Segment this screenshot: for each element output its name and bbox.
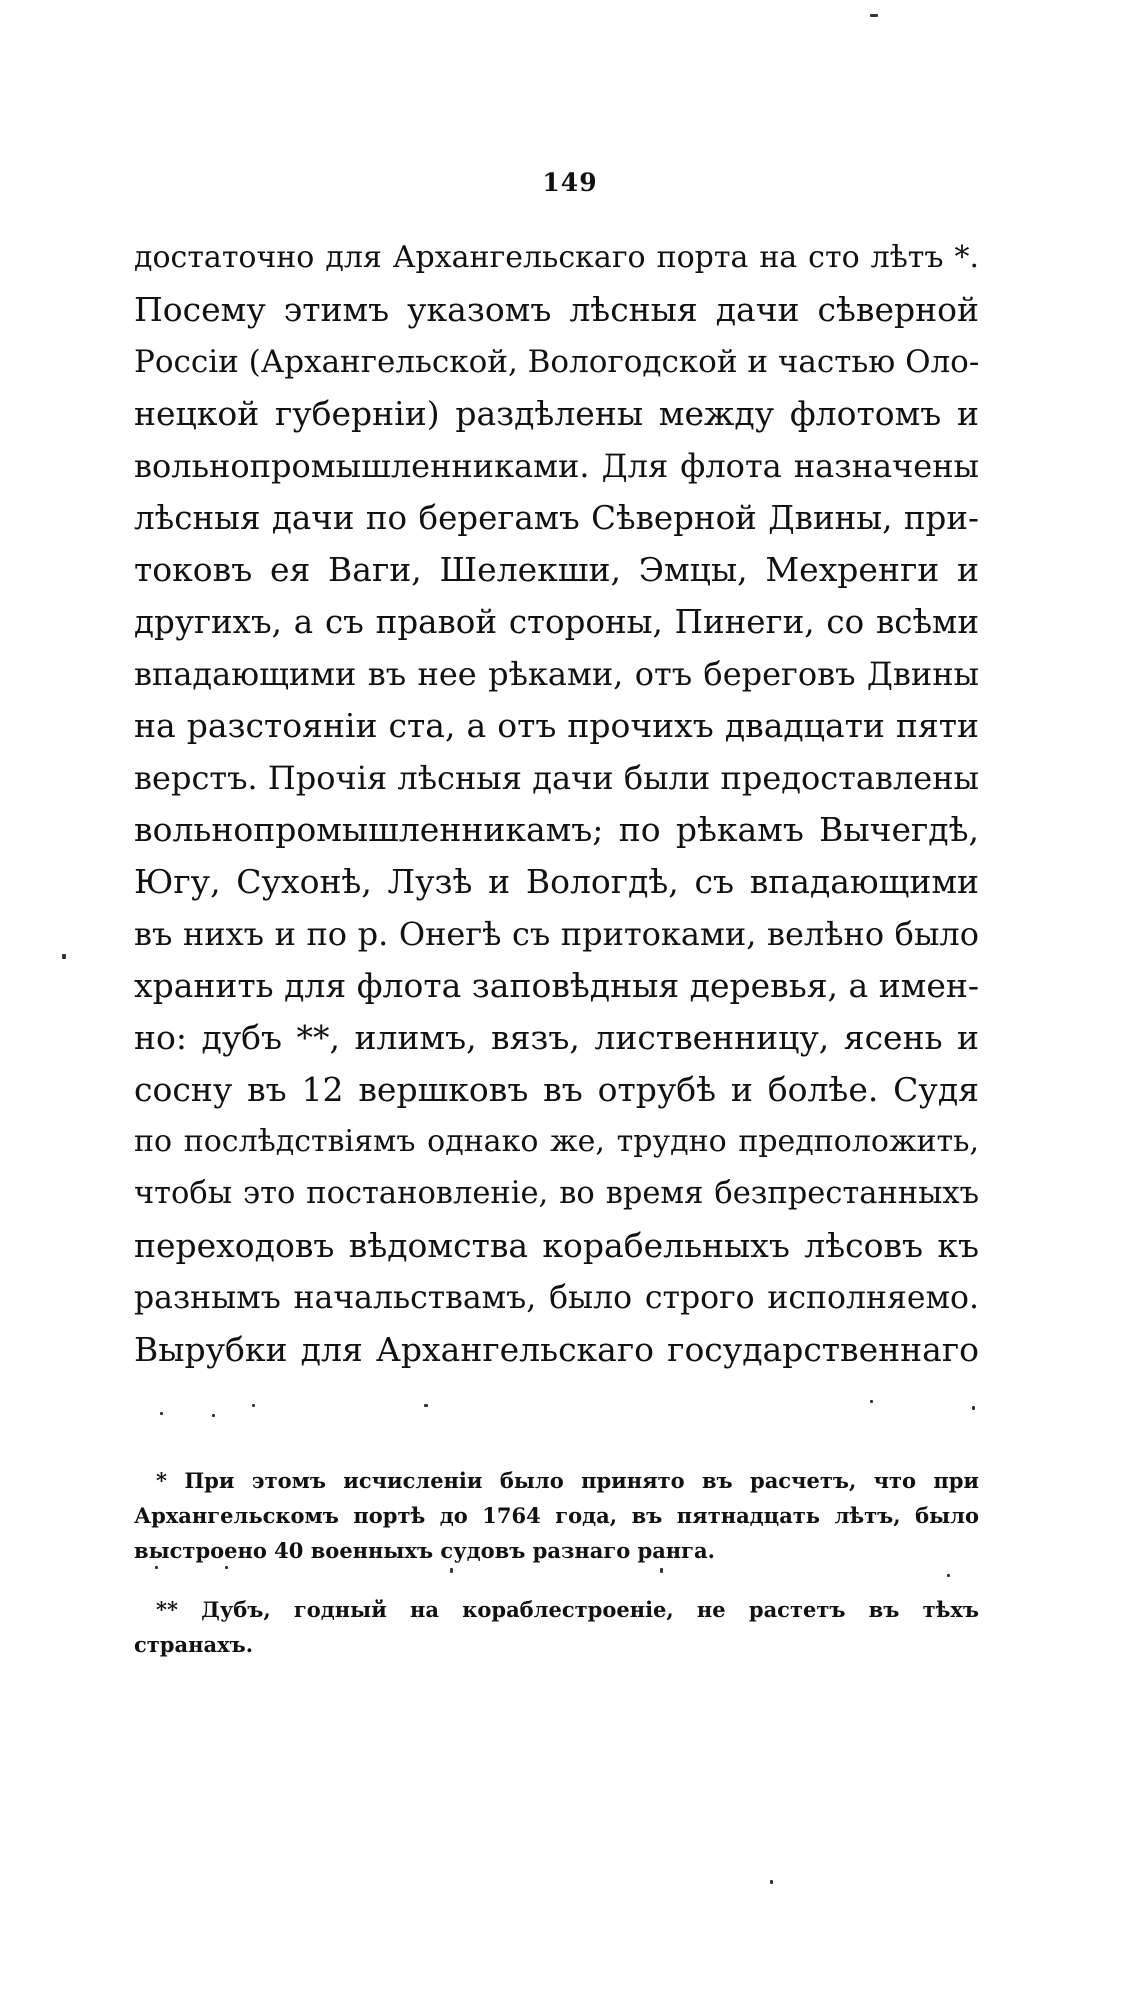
text-line: въ нихъ и по р. Онегѣ съ притоками, велѣно было	[134, 915, 979, 953]
scan-speck	[424, 1404, 428, 1407]
scan-speck	[770, 1880, 773, 1884]
text-line: токовъ ея Ваги, Шелекши, Эмцы, Мехренги и	[134, 550, 979, 589]
footnote-line: выстроено 40 военныхъ судовъ разнаго ранга.	[134, 1538, 715, 1563]
text-line: Югу, Сухонѣ, Лузѣ и Вологдѣ, съ впадающими	[134, 862, 979, 901]
footnote-2	[134, 1592, 979, 1662]
footnote-line: * При этомъ исчисленіи было принято въ расчетъ, что при	[156, 1468, 979, 1493]
text-line: вольнопромышленниками. Для флота назначены	[134, 447, 979, 485]
scan-speck	[225, 1566, 228, 1569]
text-line: на разстояніи ста, а отъ прочихъ двадцати пяти	[134, 706, 979, 745]
text-line: хранить для флота заповѣдныя деревья, а имен-	[134, 966, 979, 1005]
page-number: 149	[542, 168, 598, 197]
text-line: чтобы это постановленіе, во время безпрестанныхъ	[134, 1176, 979, 1211]
scan-speck	[62, 954, 66, 959]
scan-speck	[972, 1406, 975, 1410]
scan-speck	[160, 1412, 163, 1415]
text-line: вольнопромышленникамъ; по рѣкамъ Вычегдѣ,	[134, 810, 979, 849]
text-line: переходовъ вѣдомства корабельныхъ лѣсовъ къ	[134, 1226, 979, 1265]
text-line: Посему этимъ указомъ лѣсныя дачи сѣверной	[134, 290, 979, 329]
footnote-line: ** Дубъ, годный на кораблестроеніе, не растетъ въ тѣхъ	[156, 1597, 979, 1622]
footnote-line: Архангельскомъ портѣ до 1764 года, въ пятнадцать лѣтъ, было	[134, 1503, 979, 1528]
text-line: нецкой губерніи) раздѣлены между флотомъ и	[134, 394, 979, 433]
text-line: верстъ. Прочія лѣсныя дачи были предоставлены	[134, 759, 979, 797]
main-text	[134, 232, 979, 1376]
text-line: разнымъ начальствамъ, было строго исполняемо.	[134, 1280, 979, 1316]
scan-speck	[947, 1574, 950, 1577]
scan-speck	[155, 1566, 158, 1569]
footnote-1	[134, 1463, 979, 1568]
footnotes	[134, 1463, 979, 1662]
text-line: сосну въ 12 вершковъ въ отрубѣ и болѣе. Судя	[134, 1070, 979, 1109]
scan-speck	[870, 14, 878, 17]
text-line: другихъ, а съ правой стороны, Пинеги, со всѣми	[134, 603, 979, 641]
scan-speck	[870, 1400, 873, 1403]
text-line: Вырубки для Архангельскаго государственнаго	[134, 1330, 979, 1369]
text-line: впадающими въ нее рѣками, отъ береговъ Двины	[134, 655, 979, 693]
scan-speck	[660, 1568, 663, 1573]
scan-speck	[252, 1404, 255, 1407]
text-line: по послѣдствіямъ однако же, трудно предположить,	[134, 1124, 979, 1159]
scan-speck	[212, 1414, 215, 1417]
text-line: но: дубъ **, илимъ, вязъ, лиственницу, ясень и	[134, 1018, 979, 1057]
text-line: Россіи (Архангельской, Вологодской и частью Оло-	[134, 344, 979, 380]
text-line: достаточно для Архангельскаго порта на сто лѣтъ *.	[134, 240, 979, 275]
scan-speck	[450, 1568, 453, 1573]
footnote-line: странахъ.	[134, 1632, 254, 1657]
text-line: лѣсныя дачи по берегамъ Сѣверной Двины, при-	[134, 499, 979, 537]
